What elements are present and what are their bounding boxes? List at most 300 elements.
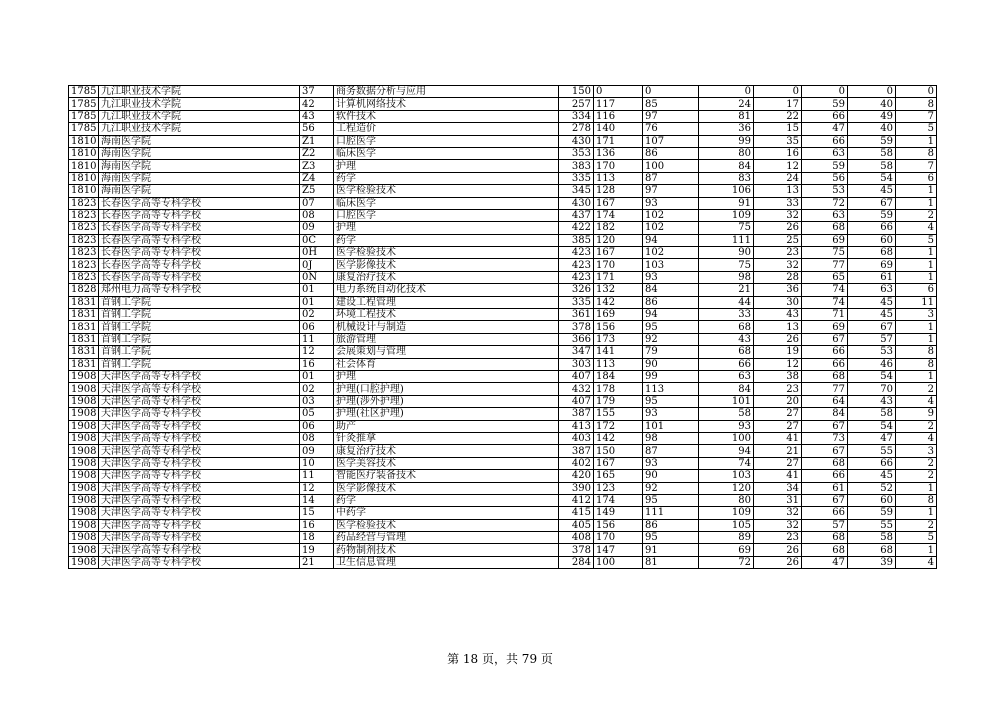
table-cell: 19: [300, 544, 334, 556]
table-cell: 海南医学院: [99, 160, 300, 172]
table-cell: 1: [896, 135, 937, 147]
table-cell: 天津医学高等专科学校: [99, 408, 300, 420]
table-cell: 临床医学: [334, 197, 559, 209]
table-row: [69, 519, 937, 531]
table-cell: 1908: [69, 519, 99, 531]
table-cell: Z3: [300, 160, 334, 172]
table-cell: 75: [699, 259, 754, 271]
table-cell: 34: [754, 482, 802, 494]
table-cell: 171: [594, 271, 643, 283]
table-cell: 77: [802, 259, 848, 271]
table-cell: 66: [802, 110, 848, 122]
table-cell: 100: [643, 160, 699, 172]
table-cell: 21: [754, 445, 802, 457]
table-cell: 80: [699, 147, 754, 159]
table-cell: 4: [896, 556, 937, 568]
table-cell: 32: [754, 259, 802, 271]
table-cell: 会展策划与管理: [334, 346, 559, 358]
table-cell: 1823: [69, 222, 99, 234]
table-cell: 1908: [69, 556, 99, 568]
table-cell: 海南医学院: [99, 147, 300, 159]
table-cell: 25: [754, 234, 802, 246]
table-cell: 21: [300, 556, 334, 568]
table-cell: 93: [643, 408, 699, 420]
table-cell: 护理: [334, 160, 559, 172]
table-cell: 01: [300, 370, 334, 382]
table-cell: 首钢工学院: [99, 346, 300, 358]
table-row: [69, 86, 937, 98]
table-cell: 90: [643, 358, 699, 370]
table-row: [69, 197, 937, 209]
table-cell: 68: [699, 346, 754, 358]
table-cell: 57: [802, 519, 848, 531]
table-cell: 86: [643, 296, 699, 308]
table-cell: 5: [896, 234, 937, 246]
table-cell: 1831: [69, 296, 99, 308]
table-cell: 93: [643, 197, 699, 209]
table-cell: 147: [594, 544, 643, 556]
table-cell: 天津医学高等专科学校: [99, 457, 300, 469]
table-cell: 0: [754, 86, 802, 98]
table-cell: 药品经营与管理: [334, 532, 559, 544]
table-cell: 口腔医学: [334, 135, 559, 147]
table-cell: 63: [802, 209, 848, 221]
table-cell: 39: [848, 556, 896, 568]
table-cell: 11: [896, 296, 937, 308]
table-cell: 长春医学高等专科学校: [99, 247, 300, 259]
table-row: [69, 147, 937, 159]
table-cell: 93: [643, 457, 699, 469]
table-cell: 42: [300, 98, 334, 110]
table-cell: 106: [699, 185, 754, 197]
table-cell: 1785: [69, 86, 99, 98]
table-cell: 155: [594, 408, 643, 420]
table-cell: 387: [559, 408, 594, 420]
table-cell: 护理(涉外护理): [334, 395, 559, 407]
table-cell: 1823: [69, 259, 99, 271]
table-cell: 1831: [69, 333, 99, 345]
table-cell: 113: [594, 358, 643, 370]
table-cell: 60: [848, 494, 896, 506]
table-cell: 0: [848, 86, 896, 98]
table-cell: 84: [699, 160, 754, 172]
table-row: [69, 135, 937, 147]
table-cell: 2: [896, 420, 937, 432]
table-cell: 医学影像技术: [334, 482, 559, 494]
table-cell: 1: [896, 333, 937, 345]
table-cell: 334: [559, 110, 594, 122]
table-cell: 93: [699, 420, 754, 432]
table-cell: 47: [802, 556, 848, 568]
table-cell: 14: [300, 494, 334, 506]
table-cell: 智能医疗装备技术: [334, 470, 559, 482]
table-cell: 1810: [69, 185, 99, 197]
table-cell: 1: [896, 482, 937, 494]
table-cell: 430: [559, 135, 594, 147]
table-cell: 55: [848, 519, 896, 531]
table-cell: 1908: [69, 470, 99, 482]
table-cell: 89: [699, 532, 754, 544]
table-cell: 59: [802, 98, 848, 110]
table-cell: 09: [300, 445, 334, 457]
table-cell: 护理: [334, 370, 559, 382]
table-cell: 03: [300, 395, 334, 407]
table-row: [69, 507, 937, 519]
table-cell: 1908: [69, 507, 99, 519]
table-cell: 中药学: [334, 507, 559, 519]
table-body: [69, 86, 937, 569]
table-cell: 08: [300, 209, 334, 221]
table-cell: 75: [699, 222, 754, 234]
table-cell: 58: [848, 408, 896, 420]
table-row: [69, 432, 937, 444]
table-cell: 首钢工学院: [99, 296, 300, 308]
table-cell: 卫生信息管理: [334, 556, 559, 568]
table-row: [69, 209, 937, 221]
table-cell: 423: [559, 271, 594, 283]
table-cell: 32: [754, 519, 802, 531]
table-cell: 100: [594, 556, 643, 568]
table-cell: 366: [559, 333, 594, 345]
table-cell: 4: [896, 432, 937, 444]
table-cell: 69: [802, 321, 848, 333]
table-cell: 170: [594, 259, 643, 271]
table-cell: 120: [594, 234, 643, 246]
table-cell: 92: [643, 482, 699, 494]
table-cell: 170: [594, 160, 643, 172]
table-cell: 8: [896, 98, 937, 110]
table-cell: 72: [802, 197, 848, 209]
table-cell: 1: [896, 259, 937, 271]
table-cell: 8: [896, 147, 937, 159]
table-cell: 1908: [69, 544, 99, 556]
table-cell: 345: [559, 185, 594, 197]
table-cell: 长春医学高等专科学校: [99, 222, 300, 234]
table-cell: 1: [896, 321, 937, 333]
table-cell: 123: [594, 482, 643, 494]
table-row: [69, 247, 937, 259]
table-cell: 天津医学高等专科学校: [99, 370, 300, 382]
table-cell: 01: [300, 296, 334, 308]
table-cell: 首钢工学院: [99, 333, 300, 345]
table-cell: 5: [896, 123, 937, 135]
table-cell: 天津医学高等专科学校: [99, 519, 300, 531]
table-cell: 电力系统自动化技术: [334, 284, 559, 296]
table-cell: 1908: [69, 395, 99, 407]
table-cell: 132: [594, 284, 643, 296]
table-cell: 390: [559, 482, 594, 494]
table-cell: 102: [643, 247, 699, 259]
table-cell: 111: [643, 507, 699, 519]
table-cell: 54: [848, 370, 896, 382]
table-cell: 84: [643, 284, 699, 296]
table-cell: 140: [594, 123, 643, 135]
table-cell: 1: [896, 247, 937, 259]
table-cell: 136: [594, 147, 643, 159]
table-cell: 1: [896, 185, 937, 197]
table-cell: 2: [896, 519, 937, 531]
table-cell: 68: [802, 370, 848, 382]
table-cell: 06: [300, 420, 334, 432]
table-cell: 1: [896, 507, 937, 519]
table-cell: 计算机网络技术: [334, 98, 559, 110]
table-row: [69, 222, 937, 234]
table-row: [69, 123, 937, 135]
table-cell: 103: [699, 470, 754, 482]
table-cell: 1908: [69, 457, 99, 469]
table-cell: 旅游管理: [334, 333, 559, 345]
table-cell: 378: [559, 544, 594, 556]
table-cell: 1785: [69, 110, 99, 122]
table-cell: 1831: [69, 321, 99, 333]
table-cell: 20: [754, 395, 802, 407]
table-cell: 3: [896, 309, 937, 321]
table-row: [69, 259, 937, 271]
table-cell: 海南医学院: [99, 135, 300, 147]
table-cell: 58: [848, 532, 896, 544]
table-cell: 80: [699, 494, 754, 506]
table-cell: 药学: [334, 172, 559, 184]
table-cell: 430: [559, 197, 594, 209]
table-cell: 27: [754, 420, 802, 432]
table-cell: 1831: [69, 309, 99, 321]
table-cell: 33: [699, 309, 754, 321]
table-cell: 59: [848, 209, 896, 221]
table-cell: 26: [754, 556, 802, 568]
table-cell: 66: [699, 358, 754, 370]
table-cell: 46: [848, 358, 896, 370]
table-row: [69, 457, 937, 469]
table-cell: 68: [802, 222, 848, 234]
table-cell: 九江职业技术学院: [99, 123, 300, 135]
table-cell: 01: [300, 284, 334, 296]
table-cell: 156: [594, 519, 643, 531]
table-cell: 72: [699, 556, 754, 568]
table-cell: 67: [802, 445, 848, 457]
table-cell: 86: [643, 519, 699, 531]
table-cell: 43: [699, 333, 754, 345]
table-cell: 长春医学高等专科学校: [99, 209, 300, 221]
table-row: [69, 470, 937, 482]
table-cell: 1: [896, 370, 937, 382]
table-cell: 9: [896, 408, 937, 420]
table-cell: 95: [643, 494, 699, 506]
table-cell: 1823: [69, 197, 99, 209]
table-cell: 23: [754, 383, 802, 395]
table-cell: 84: [802, 408, 848, 420]
table-cell: 16: [754, 147, 802, 159]
table-cell: 02: [300, 383, 334, 395]
table-cell: 74: [802, 284, 848, 296]
table-cell: 95: [643, 395, 699, 407]
table-cell: 15: [300, 507, 334, 519]
table-cell: 422: [559, 222, 594, 234]
table-cell: 113: [594, 172, 643, 184]
table-cell: 387: [559, 445, 594, 457]
table-cell: 87: [643, 445, 699, 457]
table-cell: 天津医学高等专科学校: [99, 420, 300, 432]
table-cell: 07: [300, 197, 334, 209]
table-cell: 81: [643, 556, 699, 568]
table-cell: 27: [754, 408, 802, 420]
table-cell: 0: [594, 86, 643, 98]
table-cell: 社会体育: [334, 358, 559, 370]
table-cell: 167: [594, 197, 643, 209]
table-cell: 天津医学高等专科学校: [99, 395, 300, 407]
table-cell: 66: [802, 346, 848, 358]
table-cell: 药物制剂技术: [334, 544, 559, 556]
table-cell: Z5: [300, 185, 334, 197]
table-cell: 47: [848, 432, 896, 444]
table-cell: 54: [848, 172, 896, 184]
table-cell: 76: [643, 123, 699, 135]
table-cell: 19: [754, 346, 802, 358]
table-cell: 15: [754, 123, 802, 135]
table-cell: 58: [699, 408, 754, 420]
table-cell: 天津医学高等专科学校: [99, 470, 300, 482]
table-cell: 75: [802, 247, 848, 259]
table-cell: 415: [559, 507, 594, 519]
table-cell: 1: [896, 544, 937, 556]
table-cell: 69: [699, 544, 754, 556]
table-cell: 4: [896, 222, 937, 234]
table-cell: 432: [559, 383, 594, 395]
table-cell: 首钢工学院: [99, 321, 300, 333]
table-cell: 护理(社区护理): [334, 408, 559, 420]
table-cell: 99: [699, 135, 754, 147]
table-cell: 1785: [69, 123, 99, 135]
table-cell: 23: [754, 247, 802, 259]
table-cell: 43: [848, 395, 896, 407]
table-cell: 102: [643, 209, 699, 221]
table-cell: 171: [594, 135, 643, 147]
table-row: [69, 358, 937, 370]
table-cell: 326: [559, 284, 594, 296]
table-cell: 0J: [300, 259, 334, 271]
table-cell: 医学检验技术: [334, 519, 559, 531]
table-row: [69, 296, 937, 308]
table-cell: 0: [896, 86, 937, 98]
table-cell: 58: [848, 160, 896, 172]
table-cell: 105: [699, 519, 754, 531]
table-cell: 98: [643, 432, 699, 444]
table-cell: 08: [300, 432, 334, 444]
table-cell: 174: [594, 494, 643, 506]
table-cell: 0: [802, 86, 848, 98]
table-cell: 九江职业技术学院: [99, 98, 300, 110]
table-cell: 1810: [69, 160, 99, 172]
table-row: [69, 383, 937, 395]
table-row: [69, 346, 937, 358]
table-cell: 16: [300, 358, 334, 370]
table-row: [69, 544, 937, 556]
table-row: [69, 556, 937, 568]
table-cell: 天津医学高等专科学校: [99, 544, 300, 556]
table-cell: 178: [594, 383, 643, 395]
table-cell: 1810: [69, 147, 99, 159]
table-cell: 7: [896, 160, 937, 172]
table-cell: 13: [754, 185, 802, 197]
table-cell: 68: [848, 544, 896, 556]
table-cell: 天津医学高等专科学校: [99, 494, 300, 506]
table-cell: 36: [699, 123, 754, 135]
table-cell: 170: [594, 532, 643, 544]
table-cell: 109: [699, 507, 754, 519]
table-cell: 44: [699, 296, 754, 308]
table-cell: 24: [699, 98, 754, 110]
table-cell: 92: [643, 333, 699, 345]
table-cell: 169: [594, 309, 643, 321]
table-cell: 56: [300, 123, 334, 135]
table-cell: 17: [754, 98, 802, 110]
table-row: [69, 271, 937, 283]
table-cell: 1908: [69, 408, 99, 420]
table-cell: 97: [643, 110, 699, 122]
table-cell: 九江职业技术学院: [99, 86, 300, 98]
table-cell: 303: [559, 358, 594, 370]
table-cell: 101: [699, 395, 754, 407]
table-cell: 口腔医学: [334, 209, 559, 221]
table-cell: 59: [802, 160, 848, 172]
table-cell: 58: [848, 147, 896, 159]
table-cell: 83: [699, 172, 754, 184]
table-cell: 医学检验技术: [334, 247, 559, 259]
table-cell: 55: [848, 445, 896, 457]
table-cell: 66: [802, 507, 848, 519]
table-cell: 102: [643, 222, 699, 234]
table-cell: 142: [594, 296, 643, 308]
table-row: [69, 395, 937, 407]
table-cell: 35: [754, 135, 802, 147]
table-cell: 针灸推拿: [334, 432, 559, 444]
table-cell: 47: [802, 123, 848, 135]
table-cell: 33: [754, 197, 802, 209]
table-cell: 141: [594, 346, 643, 358]
table-cell: 353: [559, 147, 594, 159]
table-cell: 临床医学: [334, 147, 559, 159]
table-cell: 首钢工学院: [99, 358, 300, 370]
table-cell: 天津医学高等专科学校: [99, 383, 300, 395]
table-cell: 408: [559, 532, 594, 544]
table-cell: 4: [896, 395, 937, 407]
table-cell: 26: [754, 333, 802, 345]
table-cell: 174: [594, 209, 643, 221]
table-cell: 405: [559, 519, 594, 531]
table-cell: 1810: [69, 135, 99, 147]
table-cell: 40: [848, 123, 896, 135]
table-cell: 8: [896, 346, 937, 358]
table-cell: 27: [754, 457, 802, 469]
table-cell: 工程造价: [334, 123, 559, 135]
table-cell: Z1: [300, 135, 334, 147]
table-cell: 71: [802, 309, 848, 321]
table-row: [69, 482, 937, 494]
table-cell: 11: [300, 470, 334, 482]
table-cell: 8: [896, 494, 937, 506]
table-cell: 天津医学高等专科学校: [99, 507, 300, 519]
table-cell: 77: [802, 383, 848, 395]
table-cell: 1908: [69, 494, 99, 506]
table-cell: 天津医学高等专科学校: [99, 482, 300, 494]
table-cell: 12: [300, 346, 334, 358]
table-row: [69, 98, 937, 110]
table-cell: 165: [594, 470, 643, 482]
table-cell: 23: [754, 532, 802, 544]
table-cell: 45: [848, 296, 896, 308]
table-cell: 66: [802, 470, 848, 482]
table-row: [69, 309, 937, 321]
table-row: [69, 185, 937, 197]
